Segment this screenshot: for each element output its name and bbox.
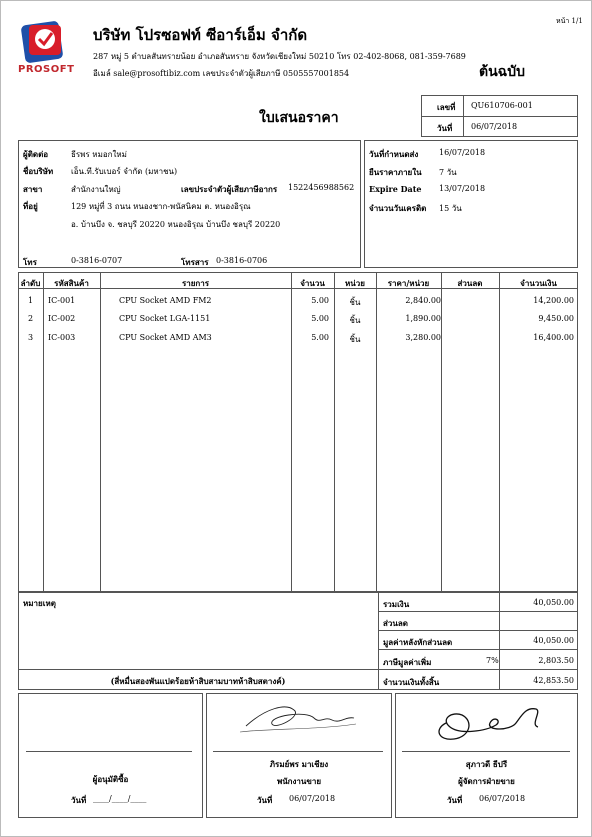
company-address: 287 หมู่ 5 ตำบลสันทรายน้อย อำเภอสันทราย จังหวัดเชียงใหม่ 50210 โทร 02-402-8068, 081-359-7689 [93, 52, 466, 61]
discount-label: ส่วนลด [383, 618, 408, 628]
credit-value: 15 วัน [439, 204, 462, 213]
sum-label: รวมเงิน [383, 599, 410, 609]
row-2-price: 1,890.00 [405, 314, 441, 323]
row-2-unit: ชิ้น [349, 316, 361, 325]
company-contact: อีเมล์ sale@prosoftibiz.com เลขประจำตัวผู้เสียภาษี 0505557001854 [93, 69, 350, 78]
header-code: รหัสสินค้า [54, 278, 89, 288]
address-label: ที่อยู่ [23, 201, 38, 211]
manager-name: สุภาวดี ธีปรี [465, 759, 508, 769]
row-1-qty: 5.00 [311, 296, 329, 305]
original-label: ต้นฉบับ [479, 64, 525, 80]
row-2-desc: CPU Socket LGA-1151 [119, 314, 211, 323]
sales-name: ภิรมย์พร มาเชียง [269, 759, 329, 769]
doc-date-label: วันที่ [437, 123, 453, 133]
check-icon [33, 27, 59, 51]
row-3-desc: CPU Socket AMD AM3 [119, 333, 212, 342]
credit-label: จำนวนวันเครดิต [369, 203, 427, 213]
delivery-value: 16/07/2018 [439, 148, 486, 157]
logo-text: PROSOFT [18, 64, 75, 75]
row-1-no: 1 [27, 296, 34, 305]
row-2-amount: 9,450.00 [538, 314, 574, 323]
validity-label: ยืนราคาภายใน [369, 167, 422, 177]
header-unit: หน่วย [345, 278, 365, 288]
expire-value: 13/07/2018 [439, 184, 486, 193]
amount-in-words: (สี่หมื่นสองพันแปดร้อยห้าสิบสามบาทห้าสิบสตางค์) [110, 676, 286, 686]
row-3-unit: ชิ้น [349, 335, 361, 344]
row-1-price: 2,840.00 [405, 296, 441, 305]
fax-label: โทรสาร [181, 257, 209, 267]
contact-value: ธีรพร หมอกใหม่ [71, 150, 127, 159]
row-2-code: IC-002 [48, 314, 76, 323]
header-no: ลำดับ [20, 278, 41, 288]
approver-label: ผู้อนุมัติซื้อ [92, 774, 129, 784]
doc-no-label: เลขที่ [437, 102, 456, 112]
sum-value: 40,050.00 [533, 598, 574, 607]
header-price: ราคา/หน่วย [387, 278, 430, 288]
page-number: หน้า 1/1 [556, 17, 583, 25]
address-line-2: อ. บ้านบึง จ. ชลบุรี 20220 หนองอิรุณ บ้านบึง ชลบุรี 20220 [71, 220, 281, 229]
header-qty: จำนวน [300, 278, 325, 288]
row-3-price: 3,280.00 [405, 333, 441, 342]
address-line-1: 129 หมู่ที่ 3 ถนน หนองชาก-พนัสนิคม ต. หนองอิรุณ [71, 202, 251, 211]
fax-value: 0-3816-0706 [216, 256, 268, 265]
header-discount: ส่วนลด [457, 278, 483, 288]
phone-value: 0-3816-0707 [71, 256, 123, 265]
validity-value: 7 วัน [439, 168, 457, 177]
manager-role: ผู้จัดการฝ่ายขาย [458, 776, 515, 786]
row-2-no: 2 [27, 314, 34, 323]
row-3-amount: 16,400.00 [533, 333, 574, 342]
row-1-code: IC-001 [48, 296, 76, 305]
vat-label: ภาษีมูลค่าเพิ่ม [383, 657, 432, 667]
manager-date: 06/07/2018 [479, 794, 526, 803]
sales-signature-icon [236, 698, 361, 743]
after-discount-label: มูลค่าหลังหักส่วนลด [383, 637, 453, 647]
row-1-amount: 14,200.00 [533, 296, 574, 305]
row-3-no: 3 [27, 333, 34, 342]
expire-label: Expire Date [369, 184, 422, 194]
manager-date-label: วันที่ [447, 795, 463, 805]
approver-date-label: วันที่ [71, 795, 87, 805]
branch-label: สาขา [23, 184, 43, 194]
taxid-label: เลขประจำตัวผู้เสียภาษีอากร [181, 184, 278, 194]
header-desc: รายการ [181, 278, 210, 288]
taxid-value: 1522456988562 [288, 183, 355, 192]
row-2-qty: 5.00 [311, 314, 329, 323]
doc-title: ใบเสนอราคา [259, 110, 339, 126]
company-name: บริษัท โปรซอฟท์ ซีอาร์เอ็ม จำกัด [93, 26, 308, 44]
vat-rate: 7% [486, 656, 499, 665]
customer-company: เอ็น.ที.รับเบอร์ จำกัด (มหาชน) [71, 167, 178, 176]
row-1-unit: ชิ้น [349, 298, 361, 307]
grand-total-value: 42,853.50 [533, 676, 574, 685]
vat-value: 2,803.50 [538, 656, 574, 665]
company-label: ชื่อบริษัท [23, 166, 54, 176]
sales-role: พนักงานขาย [276, 776, 322, 786]
branch-value: สำนักงานใหญ่ [71, 185, 121, 194]
doc-date: 06/07/2018 [471, 122, 518, 131]
contact-label: ผู้ติดต่อ [23, 149, 49, 159]
header-amount: จำนวนเงิน [520, 278, 557, 288]
approver-date: ____/____/____ [93, 794, 147, 803]
manager-signature-icon [426, 701, 556, 746]
sales-date: 06/07/2018 [289, 794, 336, 803]
after-discount-value: 40,050.00 [533, 636, 574, 645]
sales-date-label: วันที่ [257, 795, 273, 805]
grand-total-label: จำนวนเงินทั้งสิ้น [383, 677, 440, 687]
remarks-label: หมายเหตุ [23, 598, 56, 608]
row-3-code: IC-003 [48, 333, 76, 342]
doc-no: QU610706-001 [471, 101, 533, 110]
delivery-label: วันที่กำหนดส่ง [369, 149, 419, 159]
row-3-qty: 5.00 [311, 333, 329, 342]
row-1-desc: CPU Socket AMD FM2 [119, 296, 212, 305]
phone-label: โทร [23, 257, 37, 267]
